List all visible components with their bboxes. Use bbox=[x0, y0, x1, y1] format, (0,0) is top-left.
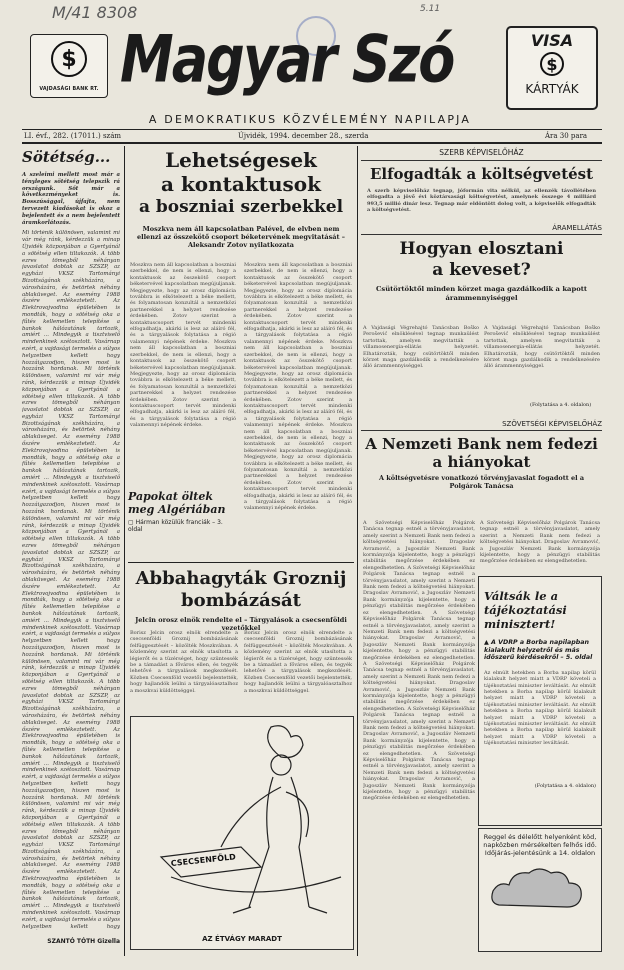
bank-headline-2: a hiányokat bbox=[432, 453, 531, 471]
cloud-icon bbox=[479, 857, 601, 917]
grozny-body-col1: Borisz Jelcin orosz elnök elrendelte a csecsenföldi Groznij bombázásának felfüggesztését – közölték Moszkvában. A közlemény szerint az elnök utasította a légierőt és a tüzérséget, hogy szüntessék be a támadást a főváros ellen, és tegyék lehetővé a tárgyalások megkezdését. Közben Csecsenföld vezetői bejelentették, hogy hajlandók leülni a tárgyalóasztalhoz a moszkvai küldöttséggel. bbox=[130, 630, 238, 694]
info-box-title: Váltsák le a tájékoztatási minisztert! bbox=[484, 589, 567, 631]
issue-number: LI. évf., 282. (17011.) szám bbox=[24, 132, 122, 140]
center-deck: Moszkva nem áll kapcsolatban Palével, de elvben nem ellenzi az összekötő csoport béketervének megvitatását – Aleksandr Zotov nyilatkozata bbox=[136, 225, 345, 249]
tagline-box bbox=[128, 490, 238, 533]
power-more: (Folytatása a 4. oldalon) bbox=[530, 402, 592, 408]
center-headline-2: a kontaktusok bbox=[161, 172, 321, 196]
bank-body-col2: A Szövetségi Képviselőház Polgárok Tanácsa tegnap estnél a törvényjavaslatot, amely szerint a Nemzeti Bank nem fedezi a költségvetési hiányokat. Dragoslav Avramović, a Jugoszláv Nemzeti Bank kormányzója kijelentette, hogy a pénzügyi stabilitás megőrzése érdekében ez elengedhetetlen. bbox=[480, 520, 600, 565]
visa-logo-icon bbox=[508, 50, 596, 78]
newspaper-subtitle: A DEMOKRATIKUS KÖZVÉLEMÉNY NAPILAPJA bbox=[148, 113, 472, 126]
bank-logo-box bbox=[30, 34, 108, 98]
power-headline-1: Hogyan elosztani bbox=[399, 239, 564, 259]
right-top-lead: A szerb képviselőház tegnap, jóformán vita nélkül, az ellenzék távollétében elfogadta a jövő évi köztársasági költségvetést, amelynek összege 4 milliárd 993,5 millió dinár lesz. Tegnap már eldöntött dolog volt, a képviselők elfogadták a költségvetést. bbox=[367, 188, 596, 214]
power-body-col2: A Vajdasági Végrehajtó Tanácsban Boško Perošević elnöklésével tegnap munkaülést tartottak, amelyen megvitatták a villamosenergia-ellátás helyzetét. Elhatározták, hogy csütörtöktől minden körzet maga gazdálkodik a rendelkezésére álló árammennyiséggel. bbox=[484, 325, 600, 370]
center-body-col1: Moszkva nem áll kapcsolatban a boszniai szerbekkel, de nem is ellenzi, hogy a kontaktusok az összekötő csoport béketervével kapcsolatban megújuljanak. Megjegyezte, hogy az orosz diplomácia továbbra is elkötelezett a béke mellett, és folyamatosan konzultál a nemzetközi partnerekkel a helyzet rendezése érdekében. Zotov szerint a kontaktuscsoport tervét mindenki elfogadhatja, akárki is lesz az aláíró fél, és a tárgyalások folytatása a régió valamennyi népének érdeke. Moszkva nem áll kapcsolatban a boszniai szerbekkel, de nem is ellenzi, hogy a kontaktusok az összekötő csoport béketervével kapcsolatban megújuljanak. Megjegyezte, hogy az orosz diplomácia továbbra is elkötelezett a béke mellett, és folyamatosan konzultál a nemzetközi partnerekkel a helyzet rendezése érdekében. Zotov szerint a kontaktuscsoport tervét mindenki elfogadhatja, akárki is lesz az aláíró fél, és a tárgyalások folytatása a régió valamennyi népének érdeke. bbox=[130, 262, 236, 429]
power-story bbox=[361, 224, 602, 302]
center-body-col2: Moszkva nem áll kapcsolatban a boszniai szerbekkel, de nem is ellenzi, hogy a kontaktusok az összekötő csoport béketervével kapcsolatban megújuljanak. Megjegyezte, hogy az orosz diplomácia továbbra is elkötelezett a béke mellett, és folyamatosan konzultál a nemzetközi partnerekkel a helyzet rendezése érdekében. Zotov szerint a kontaktuscsoport tervét mindenki elfogadhatja, akárki is lesz az aláíró fél, és a tárgyalások folytatása a régió valamennyi népének érdeke. Moszkva nem áll kapcsolatban a boszniai szerbekkel, de nem is ellenzi, hogy a kontaktusok az összekötő csoport béketervével kapcsolatban megújuljanak. Megjegyezte, hogy az orosz diplomácia továbbra is elkötelezett a béke mellett, és folyamatosan konzultál a nemzetközi partnerekkel a helyzet rendezése érdekében. Zotov szerint a kontaktuscsoport tervét mindenki elfogadhatja, akárki is lesz az aláíró fél, és a tárgyalások folytatása a régió valamennyi népének érdeke. Moszkva nem áll kapcsolatban a boszniai szerbekkel, de nem is ellenzi, hogy a kontaktusok az összekötő csoport béketervével kapcsolatban megújuljanak. Megjegyezte, hogy az orosz diplomácia továbbra is elkötelezett a béke mellett, és folyamatosan konzultál a nemzetközi partnerekkel a helyzet rendezése érdekében. Zotov szerint a kontaktuscsoport tervét mindenki elfogadhatja, akárki is lesz az aláíró fél, és a tárgyalások folytatása a régió valamennyi népének érdeke. bbox=[244, 262, 352, 512]
svg-text:$: $ bbox=[546, 55, 558, 74]
info-box-more: (Folytatása a 4. oldalon) bbox=[534, 782, 596, 789]
center-story bbox=[128, 148, 354, 249]
editorial-body: Mi történik különösen, valamint mi vár még ránk, kérdezzük a minap Újvidék közponjában a Gyertyánál a sötétség ellen tiltakozók. A több ezres tömegből néhányan javaslatot dobtak az SZSZP, az egyházi VKSZ Tartományi Bizottságának székházára, a városházára, és betörtek néhány ablaküveget. Az esemény 1988 őszére emlékeztetett. Az Elektrovojvodina épületében is mondták, hogy a sötétség oka a fűtés kellemetlen telepítése a bankok hálózatának tartozik, amiért ... Mindegyik a tisztviselő mindenkinek szétosztott. Vasárnap ezért, a vajdasági termelés a súlyos helyzetben kellett hogy hozzáigazodjon, hiszen most is hozzánk hordanak. Mi történik különösen, valamint mi vár még ránk, kérdezzük a minap Újvidék közponjában a Gyertyánál a sötétség ellen tiltakozók. A több ezres tömegből néhányan javaslatot dobtak az SZSZP, az egyházi VKSZ Tartományi Bizottságának székházára, a városházára, és betörtek néhány ablaküveget. Az esemény 1988 őszére emlékeztetett. Az Elektrovojvodina épületében is mondták, hogy a sötétség oka a fűtés kellemetlen telepítése a bankok hálózatának tartozik, amiért ... Mindegyik a tisztviselő mindenkinek szétosztott. Vasárnap ezért, a vajdasági termelés a súlyos helyzetben kellett hogy hozzáigazodjon, hiszen most is hozzánk hordanak. Mi történik különösen, valamint mi vár még ránk, kérdezzük a minap Újvidék közponjában a Gyertyánál a sötétség ellen tiltakozók. A több ezres tömegből néhányan javaslatot dobtak az SZSZP, az egyházi VKSZ Tartományi Bizottságának székházára, a városházára, és betörtek néhány ablaküveget. Az esemény 1988 őszére emlékeztetett. Az Elektrovojvodina épületében is mondták, hogy a sötétség oka a fűtés kellemetlen telepítése a bankok hálózatának tartozik, amiért ... Mindegyik a tisztviselő mindenkinek szétosztott. Vasárnap ezért, a vajdasági termelés a súlyos helyzetben kellett hogy hozzáigazodjon, hiszen most is hozzánk hordanak. Mi történik különösen, valamint mi vár még ránk, kérdezzük a minap Újvidék közponjában a Gyertyánál a sötétség ellen tiltakozók. A több ezres tömegből néhányan javaslatot dobtak az SZSZP, az egyházi VKSZ Tartományi Bizottságának székházára, a városházára, és betörtek néhány ablaküveget. Az esemény 1988 őszére emlékeztetett. Az Elektrovojvodina épületében is mondták, hogy a sötétség oka a fűtés kellemetlen telepítése a bankok hálózatának tartozik, amiért ... Mindegyik a tisztviselő mindenkinek szétosztott. Vasárnap ezért, a vajdasági termelés a súlyos helyzetben kellett hogy hozzáigazodjon, hiszen most is hozzánk hordanak. Mi történik különösen, valamint mi vár még ránk, kérdezzük a minap Újvidék közponjában a Gyertyánál a sötétség ellen tiltakozók. A több ezres tömegből néhányan javaslatot dobtak az SZSZP, az egyházi VKSZ Tartományi Bizottságának székházára, a városházára, és betörtek néhány ablaküveget. Az esemény 1988 őszére emlékeztetett. Az Elektrovojvodina épületében is mondták, hogy a sötétség oka a fűtés kellemetlen telepítése a bankok hálózatának tartozik, amiért ... Mindegyik a tisztviselő mindenkinek szétosztott. Vasárnap ezért, a vajdasági termelés a súlyos helyzetben kellett hogy bbox=[22, 230, 120, 930]
handwritten-page-number: 5.11 bbox=[420, 4, 441, 14]
handwritten-reference: M/41 8308 bbox=[52, 3, 138, 22]
price: Ára 30 para bbox=[545, 132, 588, 140]
editorial-signature: SZANTÓ TÓTH Gizella bbox=[47, 938, 120, 946]
editorial-lead: A szeleimi mellett most már a tényleges sötétség telepszik rá országunk. Sőt már a következményeket is. Bosszúsággal, újfajta, nem tervezett kiadásokat is okoz a bejelentett és a nem bejelentett áramkorlátozás. bbox=[22, 172, 120, 226]
bank-headline-1: A Nemzeti Bank nem fedezi bbox=[365, 435, 598, 453]
bank-body-col1: A Szövetségi Képviselőház Polgárok Tanácsa tegnap estnél a törvényjavaslatot, amely szerint a Nemzeti Bank nem fedezi a költségvetési hiányokat. Dragoslav Avramović, a Jugoszláv Nemzeti Bank kormányzója kijelentette, hogy a pénzügyi stabilitás megőrzése érdekében ez elengedhetetlen. A Szövetségi Képviselőház Polgárok Tanácsa tegnap estnél a törvényjavaslatot, amely szerint a Nemzeti Bank nem fedezi a költségvetési hiányokat. Dragoslav Avramović, a Jugoszláv Nemzeti Bank kormányzója kijelentette, hogy a pénzügyi stabilitás megőrzése érdekében ez elengedhetetlen. A Szövetségi Képviselőház Polgárok Tanácsa tegnap estnél a törvényjavaslatot, amely szerint a Nemzeti Bank nem fedezi a költségvetési hiányokat. Dragoslav Avramović, a Jugoszláv Nemzeti Bank kormányzója kijelentette, hogy a pénzügyi stabilitás megőrzése érdekében ez elengedhetetlen. A Szövetségi Képviselőház Polgárok Tanácsa tegnap estnél a törvényjavaslatot, amely szerint a Nemzeti Bank nem fedezi a költségvetési hiányokat. Dragoslav Avramović, a Jugoszláv Nemzeti Bank kormányzója kijelentette, hogy a pénzügyi stabilitás megőrzése érdekében ez elengedhetetlen. A Szövetségi Képviselőház Polgárok Tanácsa tegnap estnél a törvényjavaslatot, amely szerint a Nemzeti Bank nem fedezi a költségvetési hiányokat. Dragoslav Avramović, a Jugoszláv Nemzeti Bank kormányzója kijelentette, hogy a pénzügyi stabilitás megőrzése érdekében ez elengedhetetlen. A Szövetségi Képviselőház Polgárok Tanácsa tegnap estnél a törvényjavaslatot, amely szerint a Nemzeti Bank nem fedezi a költségvetési hiányokat. Dragoslav Avramović, a Jugoszláv Nemzeti Bank kormányzója kijelentette, hogy a pénzügyi stabilitás megőrzése érdekében ez elengedhetetlen. bbox=[363, 520, 475, 802]
power-deck: Csütörtöktől minden körzet maga gazdálkodik a kapott árammennyiséggel bbox=[375, 285, 588, 302]
cartoon-sign: CSECSENFÖLD bbox=[170, 852, 237, 869]
bank-logo-icon bbox=[31, 35, 107, 83]
bank-story bbox=[361, 420, 602, 490]
cartoon-frame bbox=[130, 716, 354, 950]
info-box-body: Az elmúlt hetekben a Borba napilap körül kialakult helyzet miatt a VDRP követeli a tájékoztatási miniszter leváltását. Az elmúlt hetekben a Borba napilap körül kialakult helyzet miatt a VDRP követeli a tájékoztatási miniszter leváltását. Az elmúlt hetekben a Borba napilap körül kialakult helyzet miatt a VDRP követeli a tájékoztatási miniszter leváltását. Az elmúlt hetekben a Borba napilap körül kialakult helyzet miatt a VDRP követeli a tájékoztatási miniszter leváltását. bbox=[484, 669, 596, 747]
tagline-title: Papokat öltek meg Algériában bbox=[128, 490, 226, 516]
visa-cards-label: KÁRTYÁK bbox=[525, 82, 579, 96]
power-headline-2: a keveset? bbox=[432, 260, 531, 280]
tagline-teaser: ▢ Hárman közülük franciák – 3. oldal bbox=[128, 519, 223, 533]
editorial-column bbox=[22, 148, 120, 945]
grozny-story bbox=[128, 568, 354, 632]
right-top-story bbox=[361, 148, 602, 226]
cartoon-drawing bbox=[131, 717, 353, 931]
bank-name: VAJDASÁGI BANK RT. bbox=[39, 87, 99, 92]
weather-text: Reggel és délelőtt helyenként köd, napközben mérsékelten felhős idő. Időjárás-jelentésünk a 14. oldalon bbox=[483, 833, 597, 857]
newspaper-title: Magyar Szó bbox=[120, 21, 454, 98]
power-section: ÁRAMELLÁTÁS bbox=[361, 224, 602, 235]
grozny-headline-2: bombázását bbox=[181, 590, 301, 611]
center-headline-3: a boszniai szerbekkel bbox=[138, 197, 344, 217]
cartoon-caption: AZ ÉTVÁGY MARADT bbox=[202, 935, 282, 943]
bank-section: SZÖVETSÉGI KÉPVISELŐHÁZ bbox=[361, 420, 602, 431]
visa-label: VISA bbox=[530, 31, 574, 50]
svg-text:$: $ bbox=[61, 47, 77, 72]
bank-deck: A költségvetésre vonatkozó törvényjavaslat fogadott el a Polgárok Tanácsa bbox=[378, 474, 585, 490]
grozny-headline-1: Abbahagyták Groznij bbox=[135, 568, 347, 589]
power-body-col1: A Vajdasági Végrehajtó Tanácsban Boško Perošević elnöklésével tegnap munkaülést tartottak, amelyen megvitatták a villamosenergia-ellátás helyzetét. Elhatározták, hogy csütörtöktől minden körzet maga gazdálkodik a rendelkezésére álló árammennyiséggel. bbox=[363, 325, 479, 370]
visa-ad bbox=[506, 26, 598, 110]
center-headline-1: Lehetségesek bbox=[165, 148, 317, 172]
right-top-headline: Elfogadták a költségvetést bbox=[369, 165, 594, 183]
info-box bbox=[478, 576, 602, 826]
grozny-deck: Jelcin orosz elnök rendelte el – Tárgyalások a csecsenföldi vezetőkkel bbox=[135, 616, 347, 632]
grozny-body-col2: Borisz Jelcin orosz elnök elrendelte a csecsenföldi Groznij bombázásának felfüggesztését – közölték Moszkvában. A közlemény szerint az elnök utasította a légierőt és a tüzérséget, hogy szüntessék be a támadást a főváros ellen, és tegyék lehetővé a tárgyalások megkezdését. Közben Csecsenföld vezetői bejelentették, hogy hajlandók leülni a tárgyalóasztalhoz a moszkvai küldöttséggel. bbox=[244, 630, 352, 694]
info-box-teaser: ▲ A VDRP a Borba napilapban kialakult helyzetről és más időszerű kérdésekről – 5. oldal bbox=[484, 639, 593, 662]
weather-box bbox=[478, 828, 602, 952]
editorial-title: Sötétség... bbox=[22, 148, 111, 166]
right-top-section: SZERB KÉPVISELŐHÁZ bbox=[361, 148, 602, 161]
place-date: Újvidék, 1994. december 28., szerda bbox=[238, 132, 369, 140]
